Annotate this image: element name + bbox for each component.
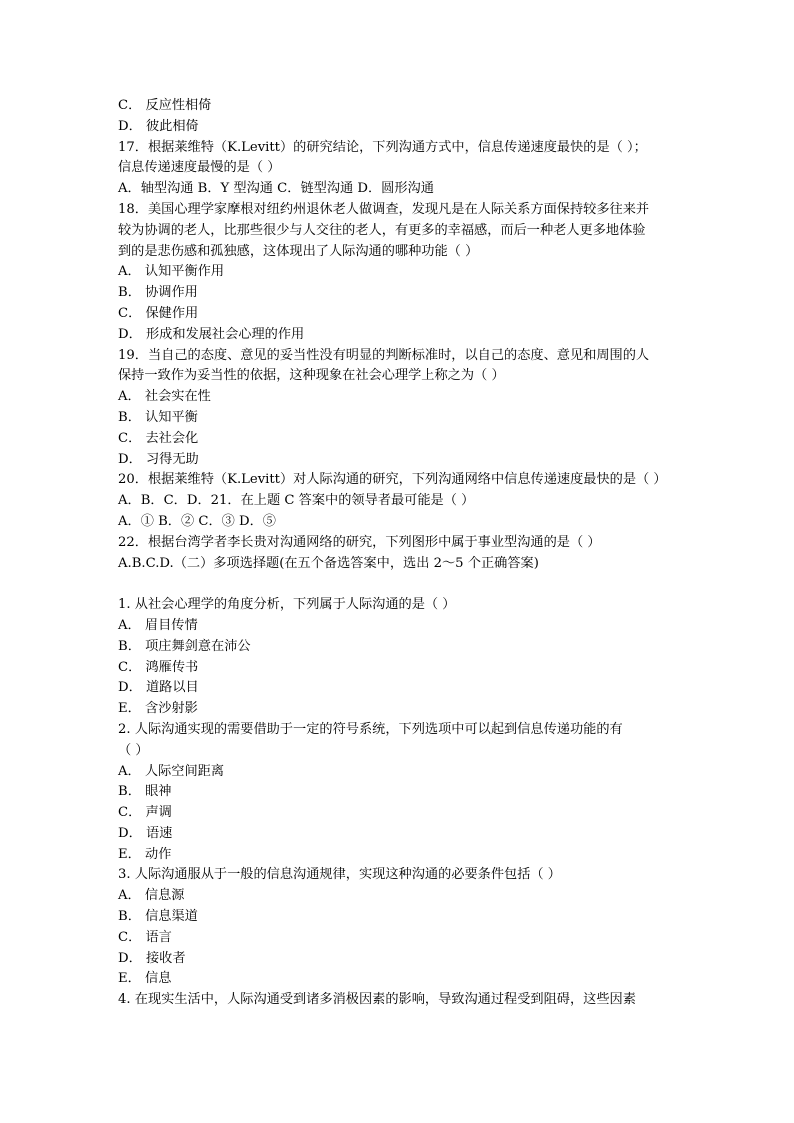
text-line: A．B．C．D．21．在上题 C 答案中的领导者最可能是（ ） [118, 493, 475, 509]
text-line: A． 社会实在性 [118, 389, 211, 405]
text-line: D． 语速 [118, 825, 173, 841]
text-line: 22．根据台湾学者李长贵对沟通网络的研究，下列图形中属于事业型沟通的是（ ） [118, 534, 601, 550]
text-line: D． 习得无助 [118, 451, 199, 467]
text-line: 较为协调的老人，比那些很少与人交往的老人，有更多的幸福感，而后一种老人更多地体验 [118, 222, 646, 238]
text-line: E． 信息 [118, 971, 172, 987]
text-line: B． 认知平衡 [118, 409, 198, 425]
text-line: 20．根据莱维特（K.Levitt）对人际沟通的研究，下列沟通网络中信息传递速度最快的是（ ） [118, 472, 667, 488]
text-line: C． 鸿雁传书 [118, 659, 199, 675]
text-line: A.B.C.D.（二）多项选择题(在五个备选答案中，选出 2～5 个正确答案) [118, 555, 539, 571]
text-line: E． 含沙射影 [118, 701, 198, 717]
document-body [118, 96, 688, 1011]
text-line: 18．美国心理学家摩根对纽约州退休老人做调查，发现凡是在人际关系方面保持较多往来并 [118, 201, 650, 217]
blank-line [118, 574, 688, 595]
text-line: 1. 从社会心理学的角度分析，下列属于人际沟通的是（ ） [118, 597, 456, 613]
text-line: D． 道路以目 [118, 680, 199, 696]
text-line: 17．根据莱维特（K.Levitt）的研究结论，下列沟通方式中，信息传递速度最快的是（ ）； [118, 139, 647, 155]
text-line: A．轴型沟通 B．Y 型沟通 C．链型沟通 D．圆形沟通 [118, 181, 434, 197]
text-line: 19．当自己的态度、意见的妥当性没有明显的判断标准时，以自己的态度、意见和周围的人 [118, 347, 650, 363]
text-line: 3. 人际沟通服从于一般的信息沟通规律，实现这种沟通的必要条件包括（ ） [118, 867, 561, 883]
text-line: C． 声调 [118, 805, 172, 821]
text-line: B． 信息渠道 [118, 909, 198, 925]
text-line: 2. 人际沟通实现的需要借助于一定的符号系统，下列选项中可以起到信息传递功能的有 [118, 721, 623, 737]
text-line: A． 信息源 [118, 888, 185, 904]
text-line: D． 彼此相倚 [118, 118, 199, 134]
text-line: C． 反应性相倚 [118, 98, 212, 113]
text-line: 到的是悲伤感和孤独感，这体现出了人际沟通的哪种功能（ ） [118, 243, 479, 259]
text-line: D． 接收者 [118, 950, 186, 966]
text-line: B． 协调作用 [118, 285, 198, 301]
text-line: A． 眉目传情 [118, 617, 198, 633]
text-line: （ ） [118, 742, 149, 758]
text-line: C． 语言 [118, 929, 172, 945]
text-line: D． 形成和发展社会心理的作用 [118, 326, 305, 342]
text-line: B． 眼神 [118, 784, 172, 800]
text-line: 信息传递速度最慢的是（ ） [118, 160, 281, 176]
text-line: C． 去社会化 [118, 430, 199, 446]
text-line: 4. 在现实生活中，人际沟通受到诸多消极因素的影响，导致沟通过程受到阻碍，这些因素 [118, 992, 636, 1008]
text-line: E． 动作 [118, 846, 172, 862]
text-line: C． 保健作用 [118, 305, 199, 321]
text-line: B． 项庄舞剑意在沛公 [118, 638, 251, 654]
text-line: A． 人际空间距离 [118, 763, 225, 779]
text-line: 保持一致作为妥当性的依据，这种现象在社会心理学上称之为（ ） [118, 368, 505, 384]
text-line: A． 认知平衡作用 [118, 264, 225, 280]
text-line: A．① B．② C．③ D．⑤ [118, 513, 276, 529]
